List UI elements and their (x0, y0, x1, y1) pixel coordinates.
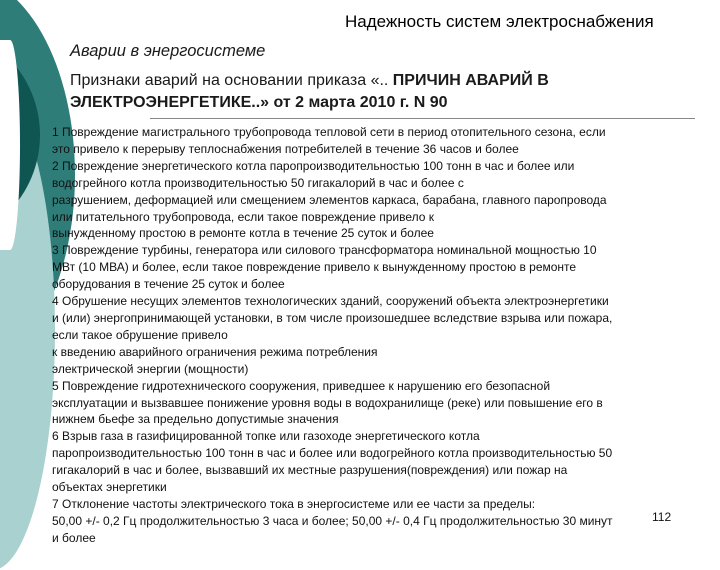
heading-caps-line-1: ПРИЧИН АВАРИЙ В (392, 72, 549, 89)
body-line: паропроизводительностью 100 тонн в час и более или водогрейного котла производительностью 50 (52, 446, 613, 461)
body-line: 3 Повреждение турбины, генератора или силового трансформатора номинальной мощностью 10 (52, 243, 597, 258)
body-line: электрической энергии (мощности) (52, 361, 249, 376)
heading-caps-line-2: ЭЛЕКТРОЭНЕРГЕТИКЕ (70, 94, 252, 111)
body-line: эксплуатации и вызвавшее понижение уровня воды в водохранилище (реке) или повышение его в (52, 395, 603, 410)
body-line: к введению аварийного ограничения режима потребления (52, 344, 378, 359)
body-line: вынужденному простою в ремонте котла в течение 25 суток и более (52, 226, 434, 241)
decor-white-arc (0, 40, 20, 250)
body-text (52, 124, 716, 547)
body-line: и (или) энергопринимающей установки, в том числе произошедшее вследствие взрыва или пожара, (52, 310, 613, 325)
slide-heading (70, 70, 710, 114)
body-line: гигакалорий в час и более, вызвавший их местные разрушения(повреждения) или пожар на (52, 463, 568, 478)
heading-divider (150, 118, 695, 119)
slide-title: Надежность систем электроснабжения (345, 12, 654, 31)
body-line: 7 Отклонение частоты электрического тока в энергосистеме или ее части за пределы: (52, 496, 536, 511)
body-line: или питательного трубопровода, если такое повреждение привело к (52, 209, 434, 224)
body-line: объектах энергетики (52, 480, 167, 495)
page-number: 112 (652, 510, 672, 524)
body-line: нижнем бьефе за предельно допустимые значения (52, 412, 339, 427)
body-line: оборудования в течение 25 суток и более (52, 277, 285, 292)
heading-prefix: Признаки аварий на основании приказа «.. (70, 72, 393, 89)
body-line: это привело к перерыву теплоснабжения потребителей в течение 36 часов и более (52, 141, 519, 156)
section-subtitle: Аварии в энергосистеме (70, 42, 266, 60)
body-line: разрушением, деформацией или смещением элементов каркаса, барабана, главного паропровода (52, 192, 607, 207)
body-line: 50,00 +/- 0,2 Гц продолжительностью 3 часа и более; 50,00 +/- 0,4 Гц продолжительностью 30 минут (52, 513, 613, 528)
body-line: 2 Повреждение энергетического котла паропроизводительностью 100 тонн в час и более или (52, 158, 575, 173)
body-line: если такое обрушение привело (52, 327, 228, 342)
body-line: и более (52, 530, 96, 545)
body-line: 1 Повреждение магистрального трубопровода тепловой сети в период отопительного сезона, если (52, 125, 606, 139)
heading-suffix: ..» от 2 марта 2010 г. N 90 (251, 94, 448, 111)
body-line: водогрейного котла производительностью 50 гигакалорий в час и более с (52, 175, 464, 190)
body-line: 4 Обрушение несущих элементов технологических зданий, сооружений объекта электроэнергетики (52, 294, 609, 309)
body-line: 6 Взрыв газа в газифицированной топке или газоходе энергетического котла (52, 429, 480, 444)
body-line: 5 Повреждение гидротехнического сооружения, приведшее к нарушению его безопасной (52, 378, 551, 393)
body-line: МВт (10 МВА) и более, если такое повреждение привело к вынужденному простою в ремонте (52, 260, 577, 275)
